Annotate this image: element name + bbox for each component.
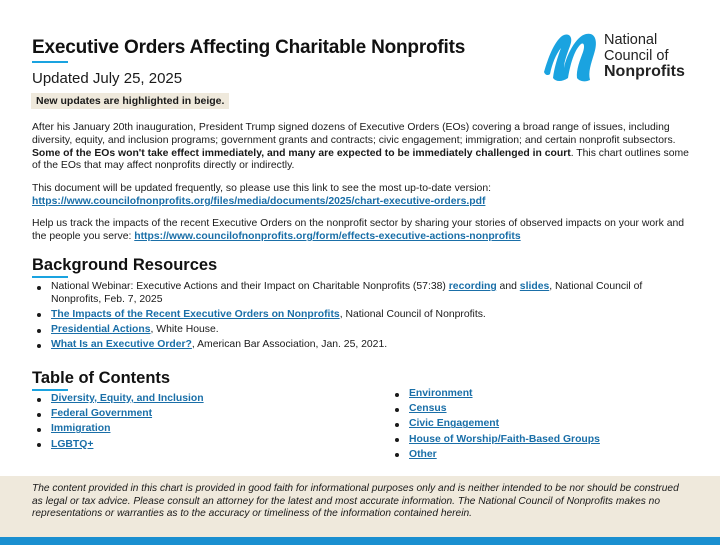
list-item [390, 418, 690, 431]
feedback-paragraph [32, 218, 690, 244]
feedback-form-link[interactable]: https://www.councilofnonprofits.org/form/effects-executive-actions-nonprofits [134, 230, 521, 242]
list-item [32, 309, 692, 322]
list-item [390, 403, 690, 416]
intro-bold-text: Some of the EOs won't take effect immediately, and many are expected to be immediately challenged in court [32, 147, 571, 159]
list-item-text: , American Bar Association, Jan. 25, 2021. [191, 339, 388, 351]
list-item-text: , White House. [150, 324, 219, 336]
bottom-accent-bar [0, 537, 720, 545]
disclaimer-text: The content provided in this chart is provided in good faith for informational purposes only and is neither intended to be nor should be construed as legal or tax advice. Please consult an attorney for the latest and most accurate information. The National Council of Nonprofits makes no representations or warranties as to the accuracy or timeliness of the information contained herein. [32, 483, 679, 520]
presidential-actions-link[interactable]: Presidential Actions [51, 324, 151, 336]
highlight-note: New updates are highlighted in beige. [31, 93, 229, 109]
executive-order-article-link[interactable]: What Is an Executive Order? [51, 339, 192, 351]
list-item [32, 408, 362, 421]
background-underline [32, 276, 68, 278]
toc-federal-government-link[interactable]: Federal Government [51, 408, 153, 420]
background-list [32, 281, 692, 355]
logo-n-mark [544, 34, 596, 82]
intro-text: After his January 20th inauguration, President Trump signed dozens of Executive Orders (EOs) covering a broad range of issues, including diversity, equity, and inclusion programs; government grants and contracts; civic engagement; immigration; and certain nonprofit subsectors. [32, 122, 676, 146]
chart-pdf-link[interactable]: https://www.councilofnonprofits.org/files/media/documents/2025/chart-executive-orders.pdf [32, 195, 486, 207]
toc-lgbtq-link[interactable]: LGBTQ+ [51, 438, 94, 450]
list-item [32, 393, 362, 406]
updated-date: Updated July 25, 2025 [32, 70, 183, 87]
toc-census-link[interactable]: Census [409, 403, 447, 415]
logo-line-2: Council of [604, 47, 669, 64]
slides-link[interactable]: slides [519, 281, 550, 292]
list-item [32, 423, 362, 436]
list-item-text: National Webinar: Executive Actions and their Impact on Charitable Nonprofits (57:38) [51, 281, 449, 292]
feedback-text: Help us track the impacts of the recent Executive Orders on the nonprofit sector by sharing your stories of observed impacts on your work and the people you serve: [32, 218, 685, 242]
list-item [32, 281, 692, 307]
list-item [390, 449, 690, 462]
toc-other-link[interactable]: Other [409, 448, 437, 460]
toc-left-list [32, 393, 362, 454]
background-heading: Background Resources [32, 256, 218, 274]
update-paragraph [32, 183, 690, 209]
list-item [390, 388, 690, 401]
list-item [32, 439, 362, 452]
page-title: Executive Orders Affecting Charitable Nonprofits [32, 37, 466, 58]
list-item [32, 324, 692, 337]
toc-heading: Table of Contents [32, 369, 171, 387]
disclaimer-box [0, 476, 720, 537]
toc-dei-link[interactable]: Diversity, Equity, and Inclusion [51, 393, 204, 404]
toc-environment-link[interactable]: Environment [409, 388, 473, 399]
logo-line-1: National [604, 32, 658, 48]
toc-underline [32, 389, 68, 391]
list-item-text: , National Council of Nonprofits, Feb. 7, 2025 [51, 281, 643, 305]
intro-paragraph [32, 122, 690, 173]
toc-civic-engagement-link[interactable]: Civic Engagement [409, 418, 500, 430]
toc-house-of-worship-link[interactable]: House of Worship/Faith-Based Groups [409, 433, 600, 445]
list-item [32, 339, 692, 352]
logo-line-3: Nonprofits [604, 63, 685, 80]
title-underline [32, 61, 68, 63]
list-item-text: , National Council of Nonprofits. [339, 308, 486, 320]
recording-link[interactable]: recording [448, 281, 497, 292]
update-text: This document will be updated frequently, so please use this link to see the most up-to-date version: [32, 183, 491, 194]
impacts-article-link[interactable]: The Impacts of the Recent Executive Orders on Nonprofits [51, 308, 340, 320]
intro-text-end: . This chart outlines some of the EOs that may affect nonprofits directly or indirectly. [32, 147, 689, 172]
list-item-text: and [496, 281, 520, 292]
logo-wordmark [604, 33, 685, 80]
toc-immigration-link[interactable]: Immigration [51, 423, 111, 435]
list-item [390, 434, 690, 447]
toc-right-list [390, 388, 690, 464]
